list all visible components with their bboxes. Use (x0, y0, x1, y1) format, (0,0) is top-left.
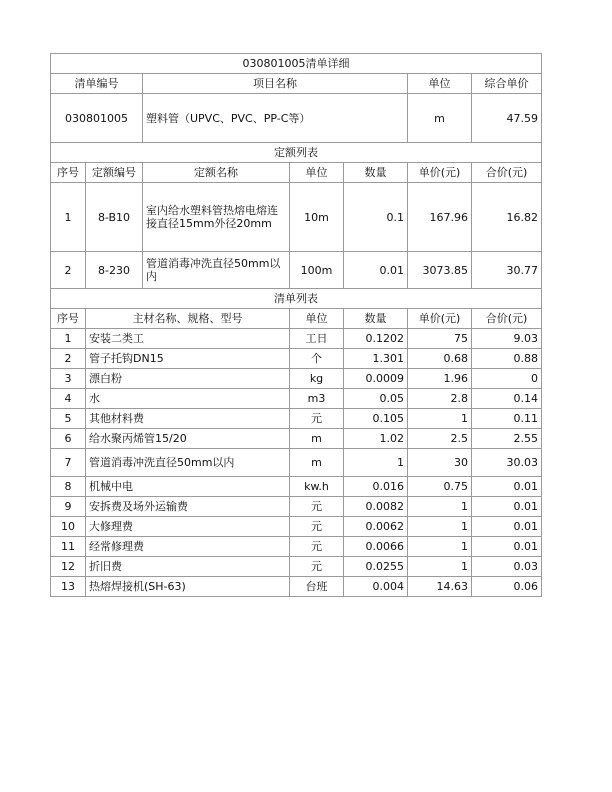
material-row (51, 577, 542, 597)
material-unit: 元 (290, 557, 344, 577)
material-total: 0.06 (472, 577, 542, 597)
material-row (51, 369, 542, 389)
material-name: 安装二类工 (86, 329, 290, 349)
quota-total: 16.82 (472, 183, 542, 252)
material-seq: 3 (51, 369, 86, 389)
item-code: 030801005 (51, 94, 143, 143)
quota-name: 室内给水塑料管热熔电熔连接直径15mm外径20mm (143, 183, 290, 252)
quota-total-header: 合价(元) (472, 163, 542, 183)
material-row (51, 537, 542, 557)
material-seq: 12 (51, 557, 86, 577)
material-unit: m3 (290, 389, 344, 409)
material-total-header: 合价(元) (472, 309, 542, 329)
material-unit: 元 (290, 409, 344, 429)
material-qty: 0.0255 (344, 557, 408, 577)
material-unit: kg (290, 369, 344, 389)
material-name: 安拆费及场外运输费 (86, 497, 290, 517)
material-section-row (51, 289, 542, 309)
material-qty: 0.105 (344, 409, 408, 429)
material-row (51, 557, 542, 577)
material-total: 0.01 (472, 477, 542, 497)
item-unit: m (408, 94, 472, 143)
material-name: 水 (86, 389, 290, 409)
material-name: 管道消毒冲洗直径50mm以内 (86, 449, 290, 477)
material-qty: 0.05 (344, 389, 408, 409)
material-total: 0.88 (472, 349, 542, 369)
material-seq: 4 (51, 389, 86, 409)
material-row (51, 497, 542, 517)
material-total: 9.03 (472, 329, 542, 349)
material-row (51, 477, 542, 497)
material-seq: 9 (51, 497, 86, 517)
quota-seq: 1 (51, 183, 86, 252)
quota-total: 30.77 (472, 252, 542, 289)
material-seq: 11 (51, 537, 86, 557)
material-seq-header: 序号 (51, 309, 86, 329)
material-qty: 1 (344, 449, 408, 477)
material-unit-price: 1.96 (408, 369, 472, 389)
material-unit: 元 (290, 497, 344, 517)
material-seq: 8 (51, 477, 86, 497)
quota-section-title: 定额列表 (51, 143, 542, 163)
material-row (51, 349, 542, 369)
material-row (51, 517, 542, 537)
material-total: 0.01 (472, 497, 542, 517)
material-unit-price: 0.68 (408, 349, 472, 369)
item-header-row (51, 74, 542, 94)
quota-qty-header: 数量 (344, 163, 408, 183)
material-name: 漂白粉 (86, 369, 290, 389)
quota-section-row (51, 143, 542, 163)
material-unit-price: 2.5 (408, 429, 472, 449)
material-qty: 0.004 (344, 577, 408, 597)
item-code-header: 清单编号 (51, 74, 143, 94)
material-unit: 工日 (290, 329, 344, 349)
quota-code: 8-230 (86, 252, 143, 289)
material-name: 折旧费 (86, 557, 290, 577)
material-name: 经常修理费 (86, 537, 290, 557)
material-qty: 0.0062 (344, 517, 408, 537)
material-qty: 0.0066 (344, 537, 408, 557)
item-row (51, 94, 542, 143)
item-name-header: 项目名称 (143, 74, 408, 94)
item-name: 塑料管（UPVC、PVC、PP-C等） (143, 94, 408, 143)
material-unit: 元 (290, 517, 344, 537)
material-unit-header: 单位 (290, 309, 344, 329)
material-unit-price: 1 (408, 497, 472, 517)
quota-row (51, 183, 542, 252)
material-name: 热熔焊接机(SH-63) (86, 577, 290, 597)
material-seq: 10 (51, 517, 86, 537)
material-total: 0.01 (472, 537, 542, 557)
material-qty: 1.301 (344, 349, 408, 369)
material-total: 0 (472, 369, 542, 389)
material-unit: kw.h (290, 477, 344, 497)
material-total: 0.01 (472, 517, 542, 537)
quota-header-row (51, 163, 542, 183)
item-price-header: 综合单价 (472, 74, 542, 94)
item-price: 47.59 (472, 94, 542, 143)
material-unit-price: 1 (408, 409, 472, 429)
material-qty: 0.0082 (344, 497, 408, 517)
quota-qty: 0.01 (344, 252, 408, 289)
material-name: 机械中电 (86, 477, 290, 497)
quota-name: 管道消毒冲洗直径50mm以内 (143, 252, 290, 289)
material-name: 大修理费 (86, 517, 290, 537)
material-unit-price: 2.8 (408, 389, 472, 409)
material-row (51, 449, 542, 477)
material-unit: m (290, 429, 344, 449)
material-name: 管子托钩DN15 (86, 349, 290, 369)
quota-unit: 10m (290, 183, 344, 252)
material-unit-price: 1 (408, 517, 472, 537)
table-title: 030801005清单详细 (51, 54, 542, 74)
material-row (51, 329, 542, 349)
material-unit-price-header: 单价(元) (408, 309, 472, 329)
material-section-title: 清单列表 (51, 289, 542, 309)
material-qty: 1.02 (344, 429, 408, 449)
material-seq: 5 (51, 409, 86, 429)
material-name: 其他材料费 (86, 409, 290, 429)
quota-unit-header: 单位 (290, 163, 344, 183)
material-total: 0.14 (472, 389, 542, 409)
quota-seq-header: 序号 (51, 163, 86, 183)
quota-row (51, 252, 542, 289)
material-unit: 台班 (290, 577, 344, 597)
material-qty: 0.016 (344, 477, 408, 497)
quota-unit-price: 3073.85 (408, 252, 472, 289)
material-unit: 个 (290, 349, 344, 369)
material-name-header: 主材名称、规格、型号 (86, 309, 290, 329)
material-unit-price: 1 (408, 537, 472, 557)
quota-seq: 2 (51, 252, 86, 289)
material-seq: 6 (51, 429, 86, 449)
material-total: 2.55 (472, 429, 542, 449)
quota-name-header: 定额名称 (143, 163, 290, 183)
material-unit: m (290, 449, 344, 477)
material-header-row (51, 309, 542, 329)
material-row (51, 429, 542, 449)
quota-unit-price-header: 单价(元) (408, 163, 472, 183)
material-seq: 13 (51, 577, 86, 597)
quota-unit-price: 167.96 (408, 183, 472, 252)
material-total: 30.03 (472, 449, 542, 477)
material-row (51, 389, 542, 409)
material-qty: 0.1202 (344, 329, 408, 349)
bill-detail-table (50, 53, 542, 597)
quota-code: 8-B10 (86, 183, 143, 252)
quota-code-header: 定额编号 (86, 163, 143, 183)
material-total: 0.03 (472, 557, 542, 577)
material-unit-price: 30 (408, 449, 472, 477)
material-unit: 元 (290, 537, 344, 557)
material-unit-price: 14.63 (408, 577, 472, 597)
material-name: 给水聚丙烯管15/20 (86, 429, 290, 449)
material-qty: 0.0009 (344, 369, 408, 389)
material-unit-price: 1 (408, 557, 472, 577)
material-unit-price: 75 (408, 329, 472, 349)
material-total: 0.11 (472, 409, 542, 429)
material-seq: 1 (51, 329, 86, 349)
material-seq: 2 (51, 349, 86, 369)
quota-qty: 0.1 (344, 183, 408, 252)
material-unit-price: 0.75 (408, 477, 472, 497)
material-seq: 7 (51, 449, 86, 477)
quota-unit: 100m (290, 252, 344, 289)
material-qty-header: 数量 (344, 309, 408, 329)
material-row (51, 409, 542, 429)
title-row (51, 54, 542, 74)
item-unit-header: 单位 (408, 74, 472, 94)
